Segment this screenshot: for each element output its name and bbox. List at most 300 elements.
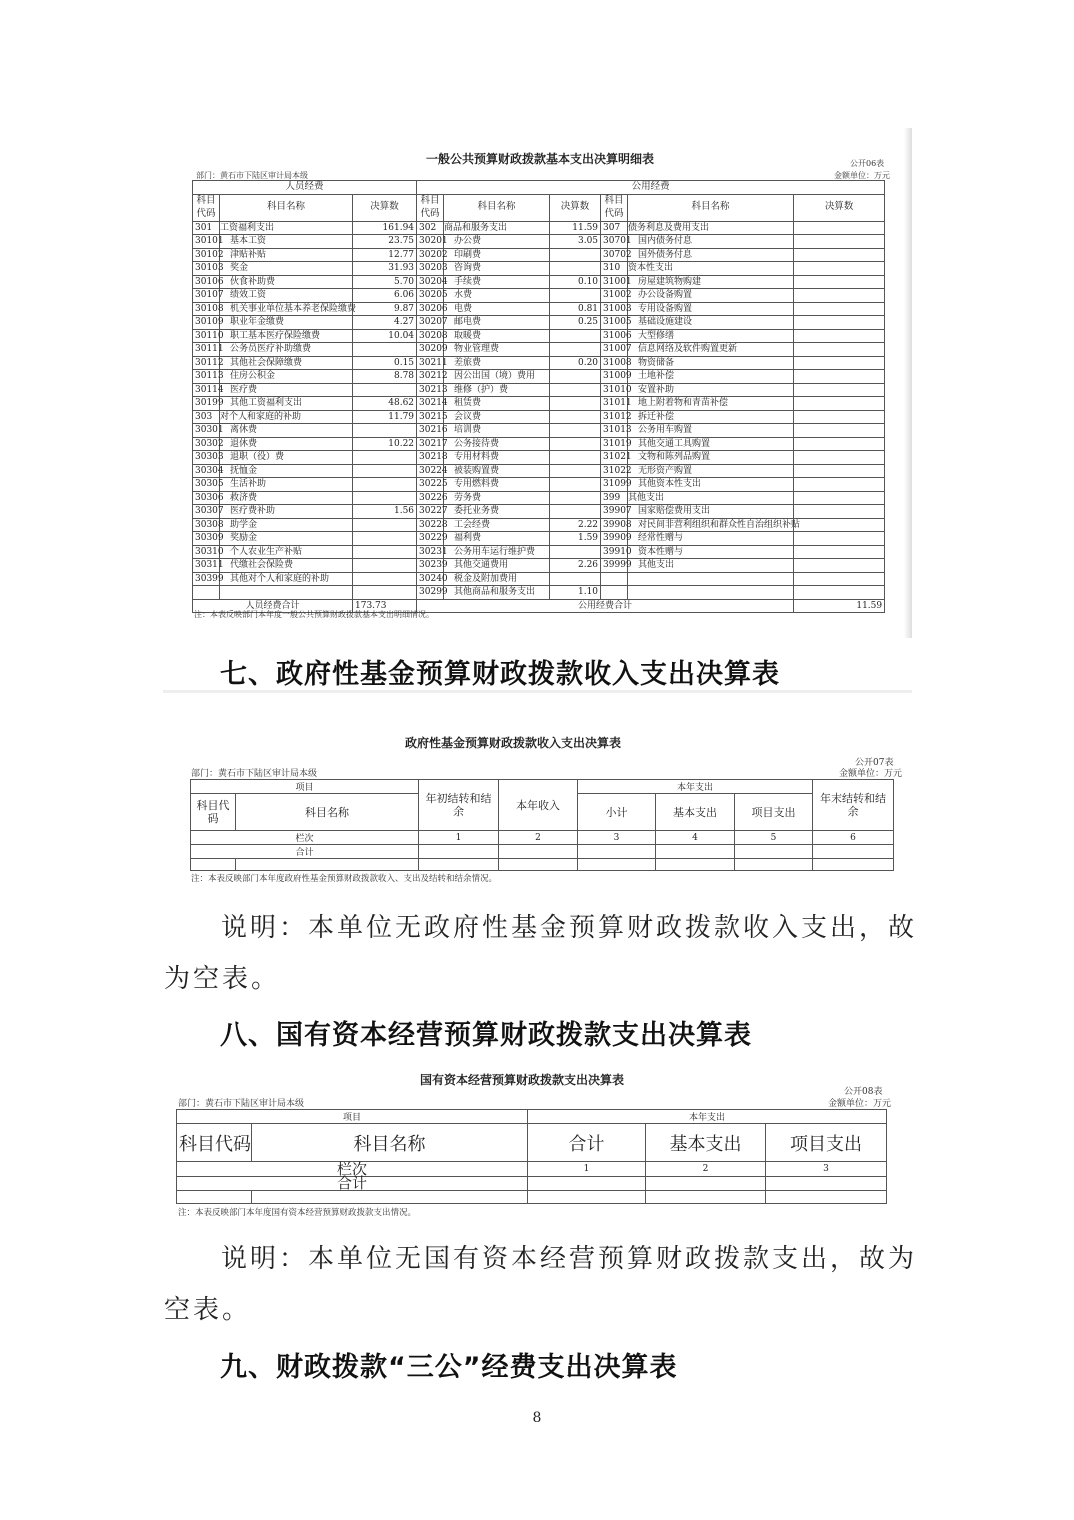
cell-code: 30309 [193, 532, 220, 546]
cell-name: 其他交通费用 [444, 559, 550, 573]
cell-amount [794, 586, 885, 600]
table06-image [190, 128, 912, 638]
table-row [193, 370, 885, 384]
cell-code: 31001 [601, 275, 628, 289]
cell-name: 个人农业生产补贴 [220, 545, 353, 559]
cell-name: 专用设备购置 [628, 302, 794, 316]
cell-amount [794, 221, 885, 235]
cell-name: 安置补助 [628, 383, 794, 397]
cell-amount [794, 424, 885, 438]
section7-desc-line1: 说明：本单位无政府性基金预算财政拨款收入支出，故 [221, 913, 918, 943]
cell-name: 地上附着物和青苗补偿 [628, 397, 794, 411]
cell-amount [353, 545, 417, 559]
col-amount: 决算数 [550, 194, 601, 221]
cell-name: 房屋建筑物购建 [628, 275, 794, 289]
cell-name: 土地补偿 [628, 370, 794, 384]
cell-amount [794, 343, 885, 357]
cell-amount [353, 343, 417, 357]
cell-amount: 1.10 [550, 586, 601, 600]
table-row [193, 478, 885, 492]
cell-amount: 5.70 [353, 275, 417, 289]
cell-amount [794, 235, 885, 249]
table-row [193, 343, 885, 357]
cell-code: 30112 [193, 356, 220, 370]
cell-name: 租赁费 [444, 397, 550, 411]
cell-code: 39909 [601, 532, 628, 546]
cell-amount: 6.06 [353, 289, 417, 303]
cell-name: 国内债务付息 [628, 235, 794, 249]
cell-amount: 48.62 [353, 397, 417, 411]
cell-name: 生活补助 [220, 478, 353, 492]
table-row [193, 518, 885, 532]
cell-amount [794, 532, 885, 546]
cell-code: 39907 [601, 505, 628, 519]
cell-code: 30310 [193, 545, 220, 559]
cell-name: 伙食补助费 [220, 275, 353, 289]
cell-code: 31005 [601, 316, 628, 330]
cell-name: 退休费 [220, 437, 353, 451]
cell-code: 31009 [601, 370, 628, 384]
cell-name: 被装购置费 [444, 464, 550, 478]
cell-name: 商品和服务支出 [444, 221, 550, 235]
cell-amount [353, 559, 417, 573]
cell-amount [794, 410, 885, 424]
cell-name: 税金及附加费用 [444, 572, 550, 586]
cell-name: 代缴社会保险费 [220, 559, 353, 573]
cell-code: 30215 [417, 410, 444, 424]
cell-code: 303 [193, 410, 220, 424]
cell-code: 30224 [417, 464, 444, 478]
table-row [193, 424, 885, 438]
cell-code: 31021 [601, 451, 628, 465]
cell-name: 医疗费补助 [220, 505, 353, 519]
cell-amount [550, 383, 601, 397]
lanci-num: 1 [528, 1162, 646, 1177]
cell-amount: 23.75 [353, 235, 417, 249]
table-row [193, 410, 885, 424]
cell-name: 其他对个人和家庭的补助 [220, 572, 353, 586]
image-edge-shade [904, 128, 912, 638]
table06-dept: 部门：黄石市下陆区审计局本级 [196, 171, 308, 180]
table-row [193, 383, 885, 397]
table06 [192, 180, 885, 613]
table07 [190, 779, 894, 871]
cell-code: 31008 [601, 356, 628, 370]
cell-name: 其他商品和服务支出 [444, 586, 550, 600]
cell-code: 31006 [601, 329, 628, 343]
cell-amount [550, 343, 601, 357]
cell-amount: 12.77 [353, 248, 417, 262]
col-project: 项目支出 [735, 794, 813, 831]
cell-name: 公务用车购置 [628, 424, 794, 438]
cell-name: 印刷费 [444, 248, 550, 262]
col-project: 项目支出 [766, 1124, 887, 1162]
table-row [193, 289, 885, 303]
cell-amount: 0.10 [550, 275, 601, 289]
cell-amount: 1.56 [353, 505, 417, 519]
cell-name: 离休费 [220, 424, 353, 438]
table-row [193, 302, 885, 316]
cell-amount [794, 464, 885, 478]
cell-code: 30111 [193, 343, 220, 357]
cell-name: 国外债务付息 [628, 248, 794, 262]
cell-name: 委托业务费 [444, 505, 550, 519]
cell-code: 30110 [193, 329, 220, 343]
cell-code: 30701 [601, 235, 628, 249]
group-public: 公用经费 [417, 181, 885, 195]
lanci-num: 1 [419, 831, 499, 845]
cell-code: 30214 [417, 397, 444, 411]
table08-form-no: 公开08表 [844, 1087, 883, 1097]
cell-amount [353, 424, 417, 438]
cell-amount: 31.93 [353, 262, 417, 276]
section8-desc-line1: 说明：本单位无国有资本经营预算财政拨款支出，故为 [221, 1244, 918, 1274]
cell-code: 30202 [417, 248, 444, 262]
cell-name: 因公出国（境）费用 [444, 370, 550, 384]
cell-amount [794, 248, 885, 262]
cell-code: 30211 [417, 356, 444, 370]
table-row [193, 491, 885, 505]
table-row [193, 505, 885, 519]
cell-name: 取暖费 [444, 329, 550, 343]
cell-name: 经常性赠与 [628, 532, 794, 546]
cell-name: 拆迁补偿 [628, 410, 794, 424]
cell-code: 31007 [601, 343, 628, 357]
cell-code: 31010 [601, 383, 628, 397]
col-item: 项目 [177, 1110, 528, 1124]
cell-code: 30302 [193, 437, 220, 451]
cell-code: 30213 [417, 383, 444, 397]
cell-code: 31002 [601, 289, 628, 303]
cell-code: 30208 [417, 329, 444, 343]
cell-amount [794, 329, 885, 343]
cell-amount [550, 248, 601, 262]
cell-amount: 161.94 [353, 221, 417, 235]
cell-name: 基本工资 [220, 235, 353, 249]
cell-name: 办公费 [444, 235, 550, 249]
cell-code: 30109 [193, 316, 220, 330]
cell-name: 办公设备购置 [628, 289, 794, 303]
cell-code: 30205 [417, 289, 444, 303]
table06-unit: 金额单位：万元 [834, 171, 890, 180]
cell-name: 专用燃料费 [444, 478, 550, 492]
cell-amount: 8.78 [353, 370, 417, 384]
total-public-value: 11.59 [794, 599, 885, 613]
section7-desc-line2: 为空表。 [164, 964, 281, 994]
cell-amount [550, 464, 601, 478]
lanci-num: 5 [735, 831, 813, 845]
cell-amount: 10.04 [353, 329, 417, 343]
cell-amount: 4.27 [353, 316, 417, 330]
cell-name: 其他交通工具购置 [628, 437, 794, 451]
cell-code: 30207 [417, 316, 444, 330]
col-amount: 决算数 [353, 194, 417, 221]
cell-name: 福利费 [444, 532, 550, 546]
cell-name: 退职（役）费 [220, 451, 353, 465]
row-total: 合计 [177, 1177, 528, 1191]
cell-amount [353, 532, 417, 546]
cell-name: 资本性赠与 [628, 545, 794, 559]
col-amount: 决算数 [794, 194, 885, 221]
cell-amount [550, 545, 601, 559]
table07-unit: 金额单位：万元 [839, 769, 903, 779]
table07-dept: 部门：黄石市下陆区审计局本级 [191, 769, 318, 779]
cell-name: 资本性支出 [628, 262, 794, 276]
cell-code: 30307 [193, 505, 220, 519]
cell-name: 其他资本性支出 [628, 478, 794, 492]
cell-amount [550, 572, 601, 586]
table06-title: 一般公共预算财政拨款基本支出决算明细表 [425, 152, 654, 166]
cell-amount [550, 289, 601, 303]
cell-amount [353, 572, 417, 586]
cell-code: 30201 [417, 235, 444, 249]
table08-note: 注：本表反映部门本年度国有资本经营预算财政拨款支出情况。 [178, 1208, 417, 1218]
cell-name: 职工基本医疗保险缴费 [220, 329, 353, 343]
cell-code: 31012 [601, 410, 628, 424]
cell-name: 助学金 [220, 518, 353, 532]
col-basic: 基本支出 [656, 794, 735, 831]
cell-amount: 11.59 [550, 221, 601, 235]
cell-name: 水费 [444, 289, 550, 303]
table-row [193, 262, 885, 276]
table-row [193, 275, 885, 289]
cell-amount: 9.87 [353, 302, 417, 316]
table07-form-no: 公开07表 [855, 758, 894, 768]
cell-name: 会议费 [444, 410, 550, 424]
table06-body [193, 221, 885, 599]
lanci-num: 3 [578, 831, 656, 845]
table-row [193, 572, 885, 586]
cell-amount [794, 262, 885, 276]
cell-code: 39908 [601, 518, 628, 532]
col-name: 科目名称 [236, 794, 419, 831]
cell-name: 其他工资福利支出 [220, 397, 353, 411]
cell-code: 39999 [601, 559, 628, 573]
cell-code: 30106 [193, 275, 220, 289]
cell-code: 307 [601, 221, 628, 235]
col-income: 本年收入 [499, 780, 578, 831]
cell-amount [794, 437, 885, 451]
table-row [193, 248, 885, 262]
group-personnel: 人员经费 [193, 181, 417, 195]
cell-name: 培训费 [444, 424, 550, 438]
cell-amount [550, 329, 601, 343]
cell-code: 30301 [193, 424, 220, 438]
cell-code: 30228 [417, 518, 444, 532]
cell-amount: 2.22 [550, 518, 601, 532]
cell-name: 工资福利支出 [220, 221, 353, 235]
table08-dept: 部门：黄石市下陆区审计局本级 [178, 1099, 305, 1109]
section9-heading: 九、财政拨款“三公”经费支出决算表 [220, 1352, 678, 1383]
cell-code: 30399 [193, 572, 220, 586]
cell-amount: 0.20 [550, 356, 601, 370]
cell-name: 公务员医疗补助缴费 [220, 343, 353, 357]
cell-code: 310 [601, 262, 628, 276]
table-row [193, 437, 885, 451]
cell-amount [794, 572, 885, 586]
cell-name: 绩效工资 [220, 289, 353, 303]
cell-amount [794, 356, 885, 370]
cell-code [193, 586, 220, 600]
cell-code: 30239 [417, 559, 444, 573]
cell-name: 其他社会保障缴费 [220, 356, 353, 370]
cell-name [628, 572, 794, 586]
section7-heading: 七、政府性基金预算财政拨款收入支出决算表 [220, 659, 780, 690]
cell-name: 电费 [444, 302, 550, 316]
cell-name: 咨询费 [444, 262, 550, 276]
cell-amount [794, 545, 885, 559]
cell-amount [550, 505, 601, 519]
table06-note: 注：本表反映部门本年度一般公共预算财政拨款基本支出明细情况。 [194, 610, 434, 619]
table08 [176, 1109, 887, 1204]
table-row [193, 221, 885, 235]
cell-code: 30203 [417, 262, 444, 276]
table-row [193, 464, 885, 478]
col-spend-group: 本年支出 [528, 1110, 887, 1124]
table-row [193, 532, 885, 546]
cell-code: 30226 [417, 491, 444, 505]
cell-name: 大型修缮 [628, 329, 794, 343]
table08-unit: 金额单位：万元 [828, 1099, 892, 1109]
cell-amount [794, 275, 885, 289]
table-row [193, 397, 885, 411]
cell-name: 职业年金缴费 [220, 316, 353, 330]
col-spend-group: 本年支出 [578, 780, 813, 794]
cell-code: 30103 [193, 262, 220, 276]
cell-code: 30229 [417, 532, 444, 546]
cell-amount: 0.15 [353, 356, 417, 370]
cell-amount [550, 478, 601, 492]
cell-amount [353, 586, 417, 600]
cell-code: 30299 [417, 586, 444, 600]
cell-name: 维修（护）费 [444, 383, 550, 397]
cell-amount [353, 451, 417, 465]
cell-amount [550, 451, 601, 465]
cell-code: 30206 [417, 302, 444, 316]
cell-code: 31003 [601, 302, 628, 316]
col-item: 项目 [191, 780, 419, 794]
cell-name [628, 586, 794, 600]
cell-code [601, 586, 628, 600]
cell-code: 30303 [193, 451, 220, 465]
cell-name: 差旅费 [444, 356, 550, 370]
cell-name: 住房公积金 [220, 370, 353, 384]
cell-code: 30102 [193, 248, 220, 262]
cell-amount [794, 451, 885, 465]
table-row [193, 316, 885, 330]
cell-code: 30308 [193, 518, 220, 532]
cell-code: 31022 [601, 464, 628, 478]
cell-name: 其他支出 [628, 491, 794, 505]
cell-name: 物业管理费 [444, 343, 550, 357]
table-row [193, 586, 885, 600]
cell-amount [794, 370, 885, 384]
cell-name: 对民间非营利组织和群众性自治组织补贴 [628, 518, 794, 532]
cell-amount [794, 518, 885, 532]
col-basic: 基本支出 [646, 1124, 766, 1162]
cell-name: 信息网络及软件购置更新 [628, 343, 794, 357]
col-begin: 年初结转和结余 [419, 780, 499, 831]
cell-name: 手续费 [444, 275, 550, 289]
table07-image [163, 690, 912, 899]
cell-amount: 10.22 [353, 437, 417, 451]
col-total: 合计 [528, 1124, 646, 1162]
col-code: 科目代码 [193, 194, 220, 221]
cell-amount: 0.25 [550, 316, 601, 330]
table-row [193, 235, 885, 249]
cell-amount [550, 424, 601, 438]
col-code: 科目代码 [417, 194, 444, 221]
cell-amount [353, 383, 417, 397]
cell-code: 30304 [193, 464, 220, 478]
cell-name: 物资储备 [628, 356, 794, 370]
total-personnel-label: 人员经费合计 [193, 599, 353, 613]
lanci-num: 2 [646, 1162, 766, 1177]
section8-desc-line2: 空表。 [164, 1295, 252, 1325]
cell-code: 30305 [193, 478, 220, 492]
cell-amount [353, 491, 417, 505]
cell-amount [794, 478, 885, 492]
cell-amount [353, 518, 417, 532]
cell-name: 机关事业单位基本养老保险缴费 [220, 302, 353, 316]
cell-code: 30101 [193, 235, 220, 249]
cell-code: 302 [417, 221, 444, 235]
cell-name: 奖金 [220, 262, 353, 276]
lanci-num: 4 [656, 831, 735, 845]
table07-note: 注：本表反映部门本年度政府性基金预算财政拨款收入、支出及结转和结余情况。 [191, 874, 498, 884]
page-number: 8 [532, 1410, 542, 1426]
cell-name: 债务利息及费用支出 [628, 221, 794, 235]
cell-name: 对个人和家庭的补助 [220, 410, 353, 424]
row-total: 合计 [191, 845, 419, 859]
cell-code: 30231 [417, 545, 444, 559]
table07-title: 政府性基金预算财政拨款收入支出决算表 [404, 736, 621, 750]
cell-code: 31019 [601, 437, 628, 451]
cell-code: 31013 [601, 424, 628, 438]
cell-name: 文物和陈列品购置 [628, 451, 794, 465]
col-end: 年末结转和结余 [813, 780, 894, 831]
cell-code: 30114 [193, 383, 220, 397]
lanci-num: 3 [766, 1162, 887, 1177]
cell-code: 30108 [193, 302, 220, 316]
cell-code: 30113 [193, 370, 220, 384]
cell-amount [550, 491, 601, 505]
cell-code: 31011 [601, 397, 628, 411]
cell-amount [794, 491, 885, 505]
row-lanci: 栏次 [177, 1162, 528, 1177]
cell-name: 国家赔偿费用支出 [628, 505, 794, 519]
col-name: 科目名称 [444, 194, 550, 221]
col-name: 科目名称 [220, 194, 353, 221]
cell-code: 30217 [417, 437, 444, 451]
table06-form-no: 公开06表 [850, 159, 885, 168]
cell-name: 公务接待费 [444, 437, 550, 451]
cell-code: 39910 [601, 545, 628, 559]
cell-amount [794, 505, 885, 519]
total-personnel-value: 173.73 [353, 599, 417, 613]
cell-code: 30107 [193, 289, 220, 303]
cell-code: 30204 [417, 275, 444, 289]
cell-name: 抚恤金 [220, 464, 353, 478]
cell-amount: 1.59 [550, 532, 601, 546]
cell-name: 救济费 [220, 491, 353, 505]
cell-amount [353, 478, 417, 492]
cell-name: 津贴补贴 [220, 248, 353, 262]
row-lanci: 栏次 [191, 831, 419, 845]
cell-code: 30225 [417, 478, 444, 492]
cell-name [220, 586, 353, 600]
cell-name: 公务用车运行维护费 [444, 545, 550, 559]
